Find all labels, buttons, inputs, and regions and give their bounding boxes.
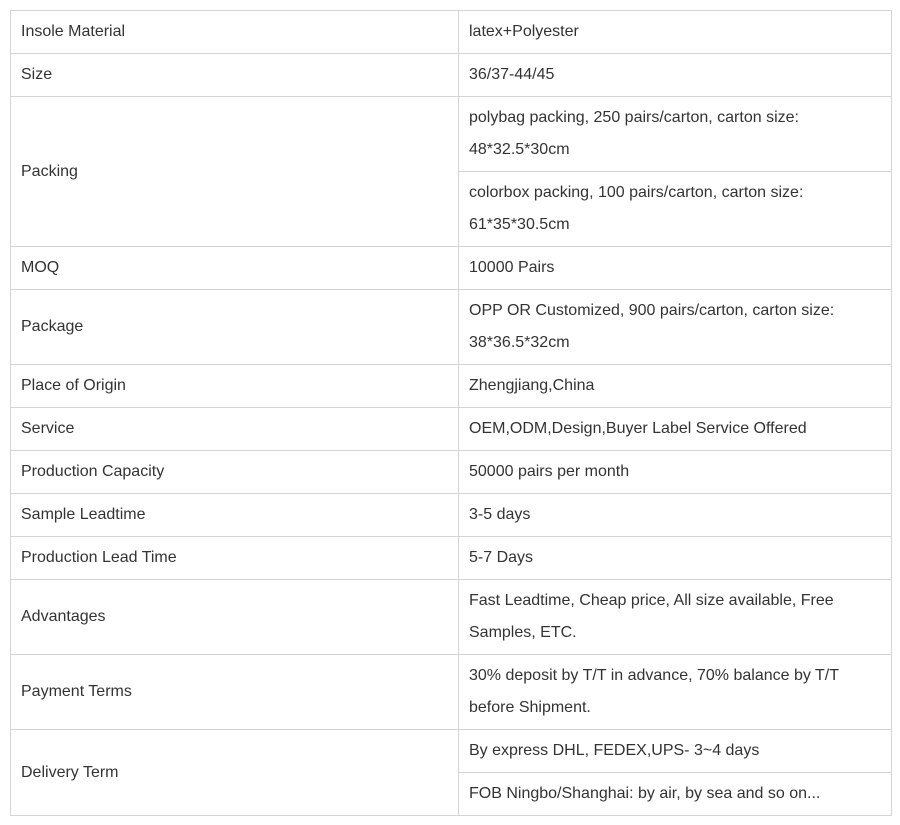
- row-value: 10000 Pairs: [459, 247, 892, 290]
- row-value: 50000 pairs per month: [459, 451, 892, 494]
- row-label: Production Lead Time: [11, 537, 459, 580]
- product-spec-table: [10, 10, 892, 816]
- table-row-insole-material: [11, 11, 892, 54]
- row-value: 5-7 Days: [459, 537, 892, 580]
- row-label: Place of Origin: [11, 365, 459, 408]
- row-value: 3-5 days: [459, 494, 892, 537]
- table-row-packing: [11, 97, 892, 172]
- table-row-payment-terms: [11, 655, 892, 730]
- row-label: Payment Terms: [11, 655, 459, 730]
- row-label: Production Capacity: [11, 451, 459, 494]
- row-value: FOB Ningbo/Shanghai: by air, by sea and so on...: [459, 773, 892, 816]
- row-value: Fast Leadtime, Cheap price, All size available, Free Samples, ETC.: [459, 580, 892, 655]
- row-label: Packing: [11, 97, 459, 247]
- row-value: latex+Polyester: [459, 11, 892, 54]
- row-label: Advantages: [11, 580, 459, 655]
- table-row-production-lead-time: [11, 537, 892, 580]
- table-row-moq: [11, 247, 892, 290]
- row-value: 30% deposit by T/T in advance, 70% balance by T/T before Shipment.: [459, 655, 892, 730]
- table-row-production-capacity: [11, 451, 892, 494]
- table-row-package: [11, 290, 892, 365]
- table-row-service: [11, 408, 892, 451]
- row-value: OEM,ODM,Design,Buyer Label Service Offered: [459, 408, 892, 451]
- row-label: Delivery Term: [11, 730, 459, 816]
- row-label: Service: [11, 408, 459, 451]
- row-label: Sample Leadtime: [11, 494, 459, 537]
- row-label: Package: [11, 290, 459, 365]
- row-label: Size: [11, 54, 459, 97]
- row-value: OPP OR Customized, 900 pairs/carton, carton size: 38*36.5*32cm: [459, 290, 892, 365]
- row-label: MOQ: [11, 247, 459, 290]
- row-label: Insole Material: [11, 11, 459, 54]
- table-row-sample-leadtime: [11, 494, 892, 537]
- row-value: colorbox packing, 100 pairs/carton, carton size: 61*35*30.5cm: [459, 172, 892, 247]
- row-value: Zhengjiang,China: [459, 365, 892, 408]
- table-row-place-of-origin: [11, 365, 892, 408]
- row-value: 36/37-44/45: [459, 54, 892, 97]
- table-row-size: [11, 54, 892, 97]
- table-row-advantages: [11, 580, 892, 655]
- row-value: polybag packing, 250 pairs/carton, carton size: 48*32.5*30cm: [459, 97, 892, 172]
- row-value: By express DHL, FEDEX,UPS- 3~4 days: [459, 730, 892, 773]
- table-row-delivery-term: [11, 730, 892, 773]
